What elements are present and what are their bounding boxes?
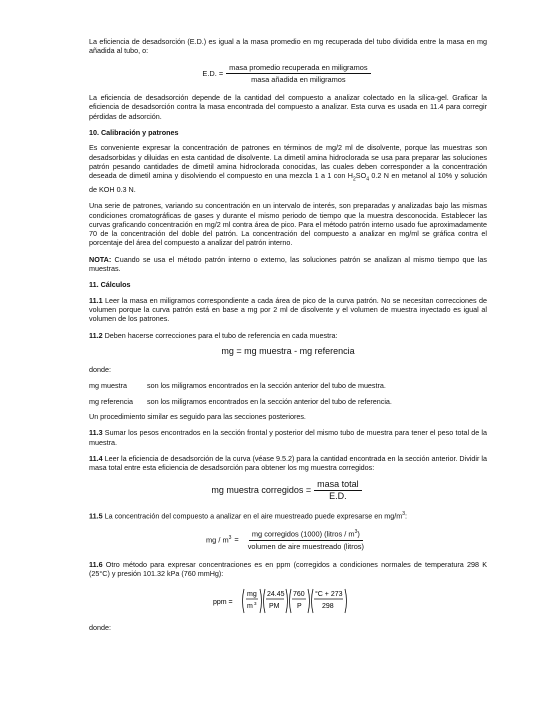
- paragraph-11-5: [89, 510, 487, 521]
- conc-num-sup: 3: [354, 528, 358, 535]
- text-11-1: Leer la masa en miligramos correspondiente a cada área de pico de la curva patrón. No se necesitan correcciones de volumen porque la curva patrón está en base a mg por 2 ml de disolvente y el volumen de muestra inyectado es igual al volumen de los patrones.: [89, 295, 487, 324]
- ppm-pm: PM: [269, 603, 280, 611]
- ppm-lhs: ppm =: [213, 599, 233, 607]
- corrected-formula-numerator: masa total: [314, 480, 362, 491]
- ppm-formula: [213, 585, 363, 617]
- paragraph-11-2: [89, 331, 487, 340]
- ed-formula-numerator: masa promedio recuperada en miligramos: [226, 63, 370, 74]
- conc-formula-fraction: [245, 528, 367, 551]
- conc-num-text: mg corregidos (1000) (litros / m: [251, 529, 355, 539]
- nota-text: Cuando se usa el método patrón interno o externo, las soluciones patrón se analizan al mismo tiempo que las muestras.: [89, 254, 487, 274]
- section-number-11-5: 11.5: [89, 511, 103, 521]
- section-heading-11: 11. Cálculos: [89, 280, 131, 290]
- paragraph-ed-definition: La eficiencia de desadsorción (E.D.) es igual a la masa promedio en mg recuperada del tubo dividida entre la masa en mg añadida al tubo, o:: [89, 37, 487, 56]
- donde-label-1: donde:: [89, 365, 111, 375]
- paragraph-ed-dependence: La eficiencia de desadsorción depende de la cantidad del compuesto a analizar colectado en la sílica-gel. Graficar la eficiencia de desadsorción contra la masa encontrada del compuesto a analizar. Esta curva es usada en 11.4 para corregir pérdidas de adsorción.: [89, 93, 487, 121]
- section-number-11-1: 11.1: [89, 295, 103, 305]
- mg-formula: mg = mg muestra - mg referencia: [221, 345, 355, 356]
- nota-label: NOTA:: [89, 254, 112, 264]
- ppm-m: m: [247, 603, 253, 611]
- definition-text: son los miligramos encontrados en la sección anterior del tubo de referencia.: [147, 396, 392, 406]
- standards-text-a: Es conveniente expresar la concentración de patrones en términos de mg/2 ml de disolvente, porque las muestras son desadsorbidas y diluidas en esta cantidad de disolvente. La dimetil amina hidroclorada se usa para preparar las soluciones patrón pesando cantidades de dimetil amina hidroclorada conocidas, las cuales deben corresponder a la concentración deseada de dimetil amina y disolviendo el compuesto en una mezcla 1 a 1 con H: [89, 143, 487, 181]
- ppm-298: 298: [322, 603, 334, 611]
- paragraph-11-4: [89, 454, 487, 473]
- corrected-formula-denominator: E.D.: [329, 490, 347, 501]
- paragraph-11-1: [89, 296, 487, 324]
- paren-left: [264, 589, 266, 613]
- concentration-formula: [89, 528, 487, 551]
- definition-text: son los miligramos encontrados en la sección anterior del tubo de muestra.: [147, 381, 386, 391]
- conc-formula-denominator: volumen de aire muestreado (litros): [247, 541, 364, 551]
- section-number-11-2: 11.2: [89, 330, 103, 340]
- paren-right: [345, 589, 347, 613]
- paren-left: [312, 589, 314, 613]
- conc-lhs-text: mg / m: [206, 535, 229, 545]
- paragraph-standards: [89, 143, 487, 194]
- section-number-11-3: 11.3: [89, 428, 103, 438]
- ppm-term-24-45: [264, 589, 288, 613]
- standards-text-b: SO: [355, 171, 367, 181]
- paren-right: [308, 589, 310, 613]
- ed-formula: [89, 63, 487, 85]
- ppm-temp: °C + 273: [315, 591, 343, 599]
- ppm-term-temp: [312, 589, 347, 613]
- section-number-11-6: 11.6: [89, 559, 103, 569]
- definition-term: mg muestra: [89, 381, 127, 391]
- ppm-term-760: [290, 589, 310, 613]
- ppm-760: 760: [293, 591, 305, 599]
- standards-text-c: 0.2 N en metanol al 10% y solución de KOH 0.3 N.: [89, 171, 487, 194]
- text-11-2: Deben hacerse correcciones para el tubo de referencia en cada muestra:: [102, 330, 338, 340]
- corrected-mg-formula: [89, 480, 487, 502]
- conc-equals: =: [234, 534, 239, 544]
- text-11-5-superscript: 3: [402, 511, 406, 518]
- section-heading-10: 10. Calibración y patrones: [89, 128, 179, 138]
- h2so4-sub-4: 4: [366, 176, 369, 183]
- paren-left: [243, 589, 245, 613]
- definition-mg-muestra: [89, 381, 487, 390]
- section-number-11-4: 11.4: [89, 453, 103, 463]
- ppm-p: P: [297, 603, 302, 611]
- document-body: [89, 37, 487, 640]
- paragraph-procedure: Un procedimiento similar es seguido para las secciones posteriores.: [89, 412, 306, 422]
- donde-label-2: donde:: [89, 623, 111, 633]
- definition-mg-referencia: [89, 397, 487, 406]
- text-11-4: Leer la eficiencia de desadsorción de la curva (véase 9.5.2) para la cantidad encontrada en la sección anterior. Dividir la masa total entre esta eficiencia de desadsorción para obtener los mg muestra corregidos:: [89, 453, 487, 473]
- definition-term: mg referencia: [89, 396, 133, 406]
- ed-formula-lhs: E.D. =: [202, 68, 224, 78]
- ppm-m-sup: 3: [254, 601, 257, 607]
- ed-formula-fraction: [226, 63, 370, 85]
- conc-formula-numerator: [249, 528, 363, 541]
- ppm-term-mg-m3: [243, 589, 262, 613]
- text-11-3: Sumar los pesos encontrados en la sección frontal y posterior del mismo tubo de muestra para tener el peso total de la muestra.: [89, 428, 487, 447]
- paragraph-11-6: [89, 560, 487, 579]
- paragraph-standard-series: Una serie de patrones, variando su concentración en un intervalo de interés, son preparadas y analizadas bajo las mismas condiciones cromatográficas de gases y durante el mismo periodo de tiempo que la muestra desconocida. Establecer las curvas graficando concentración en mg/2 ml contra área de pico. Para el método patrón interno usado fue aproximadamente 70 de la concentración del doble del patrón. La concentración del compuesto a analizar en mg/ml se gráfica contra el porcentaje del área del compuesto a analizar del patrón interno.: [89, 201, 487, 248]
- paren-right: [286, 589, 288, 613]
- text-11-5-end: :: [405, 511, 408, 521]
- conc-formula-lhs: [206, 534, 231, 545]
- paren-right: [260, 589, 262, 613]
- text-11-5: La concentración del compuesto a analizar en el aire muestreado puede expresarse en mg/m: [102, 511, 403, 521]
- ppm-mg: mg: [247, 591, 257, 599]
- ppm-2445: 24.45: [267, 591, 285, 599]
- paragraph-nota: [89, 255, 487, 274]
- conc-num-end: ): [357, 529, 360, 539]
- h2so4-sub-2: 2: [353, 176, 356, 183]
- corrected-formula-fraction: [314, 480, 362, 502]
- paren-left: [290, 589, 292, 613]
- paragraph-11-3: [89, 428, 487, 447]
- ed-formula-denominator: masa añadida en miligramos: [251, 74, 346, 84]
- corrected-formula-lhs: mg muestra corregidos =: [211, 484, 312, 495]
- text-11-6: Otro método para expresar concentraciones es en ppm (corregidos a condiciones normales de temperatura 298 K (25°C) y presión 101.32 kPa (760 mmHg):: [89, 559, 487, 579]
- conc-lhs-sup: 3: [228, 534, 232, 541]
